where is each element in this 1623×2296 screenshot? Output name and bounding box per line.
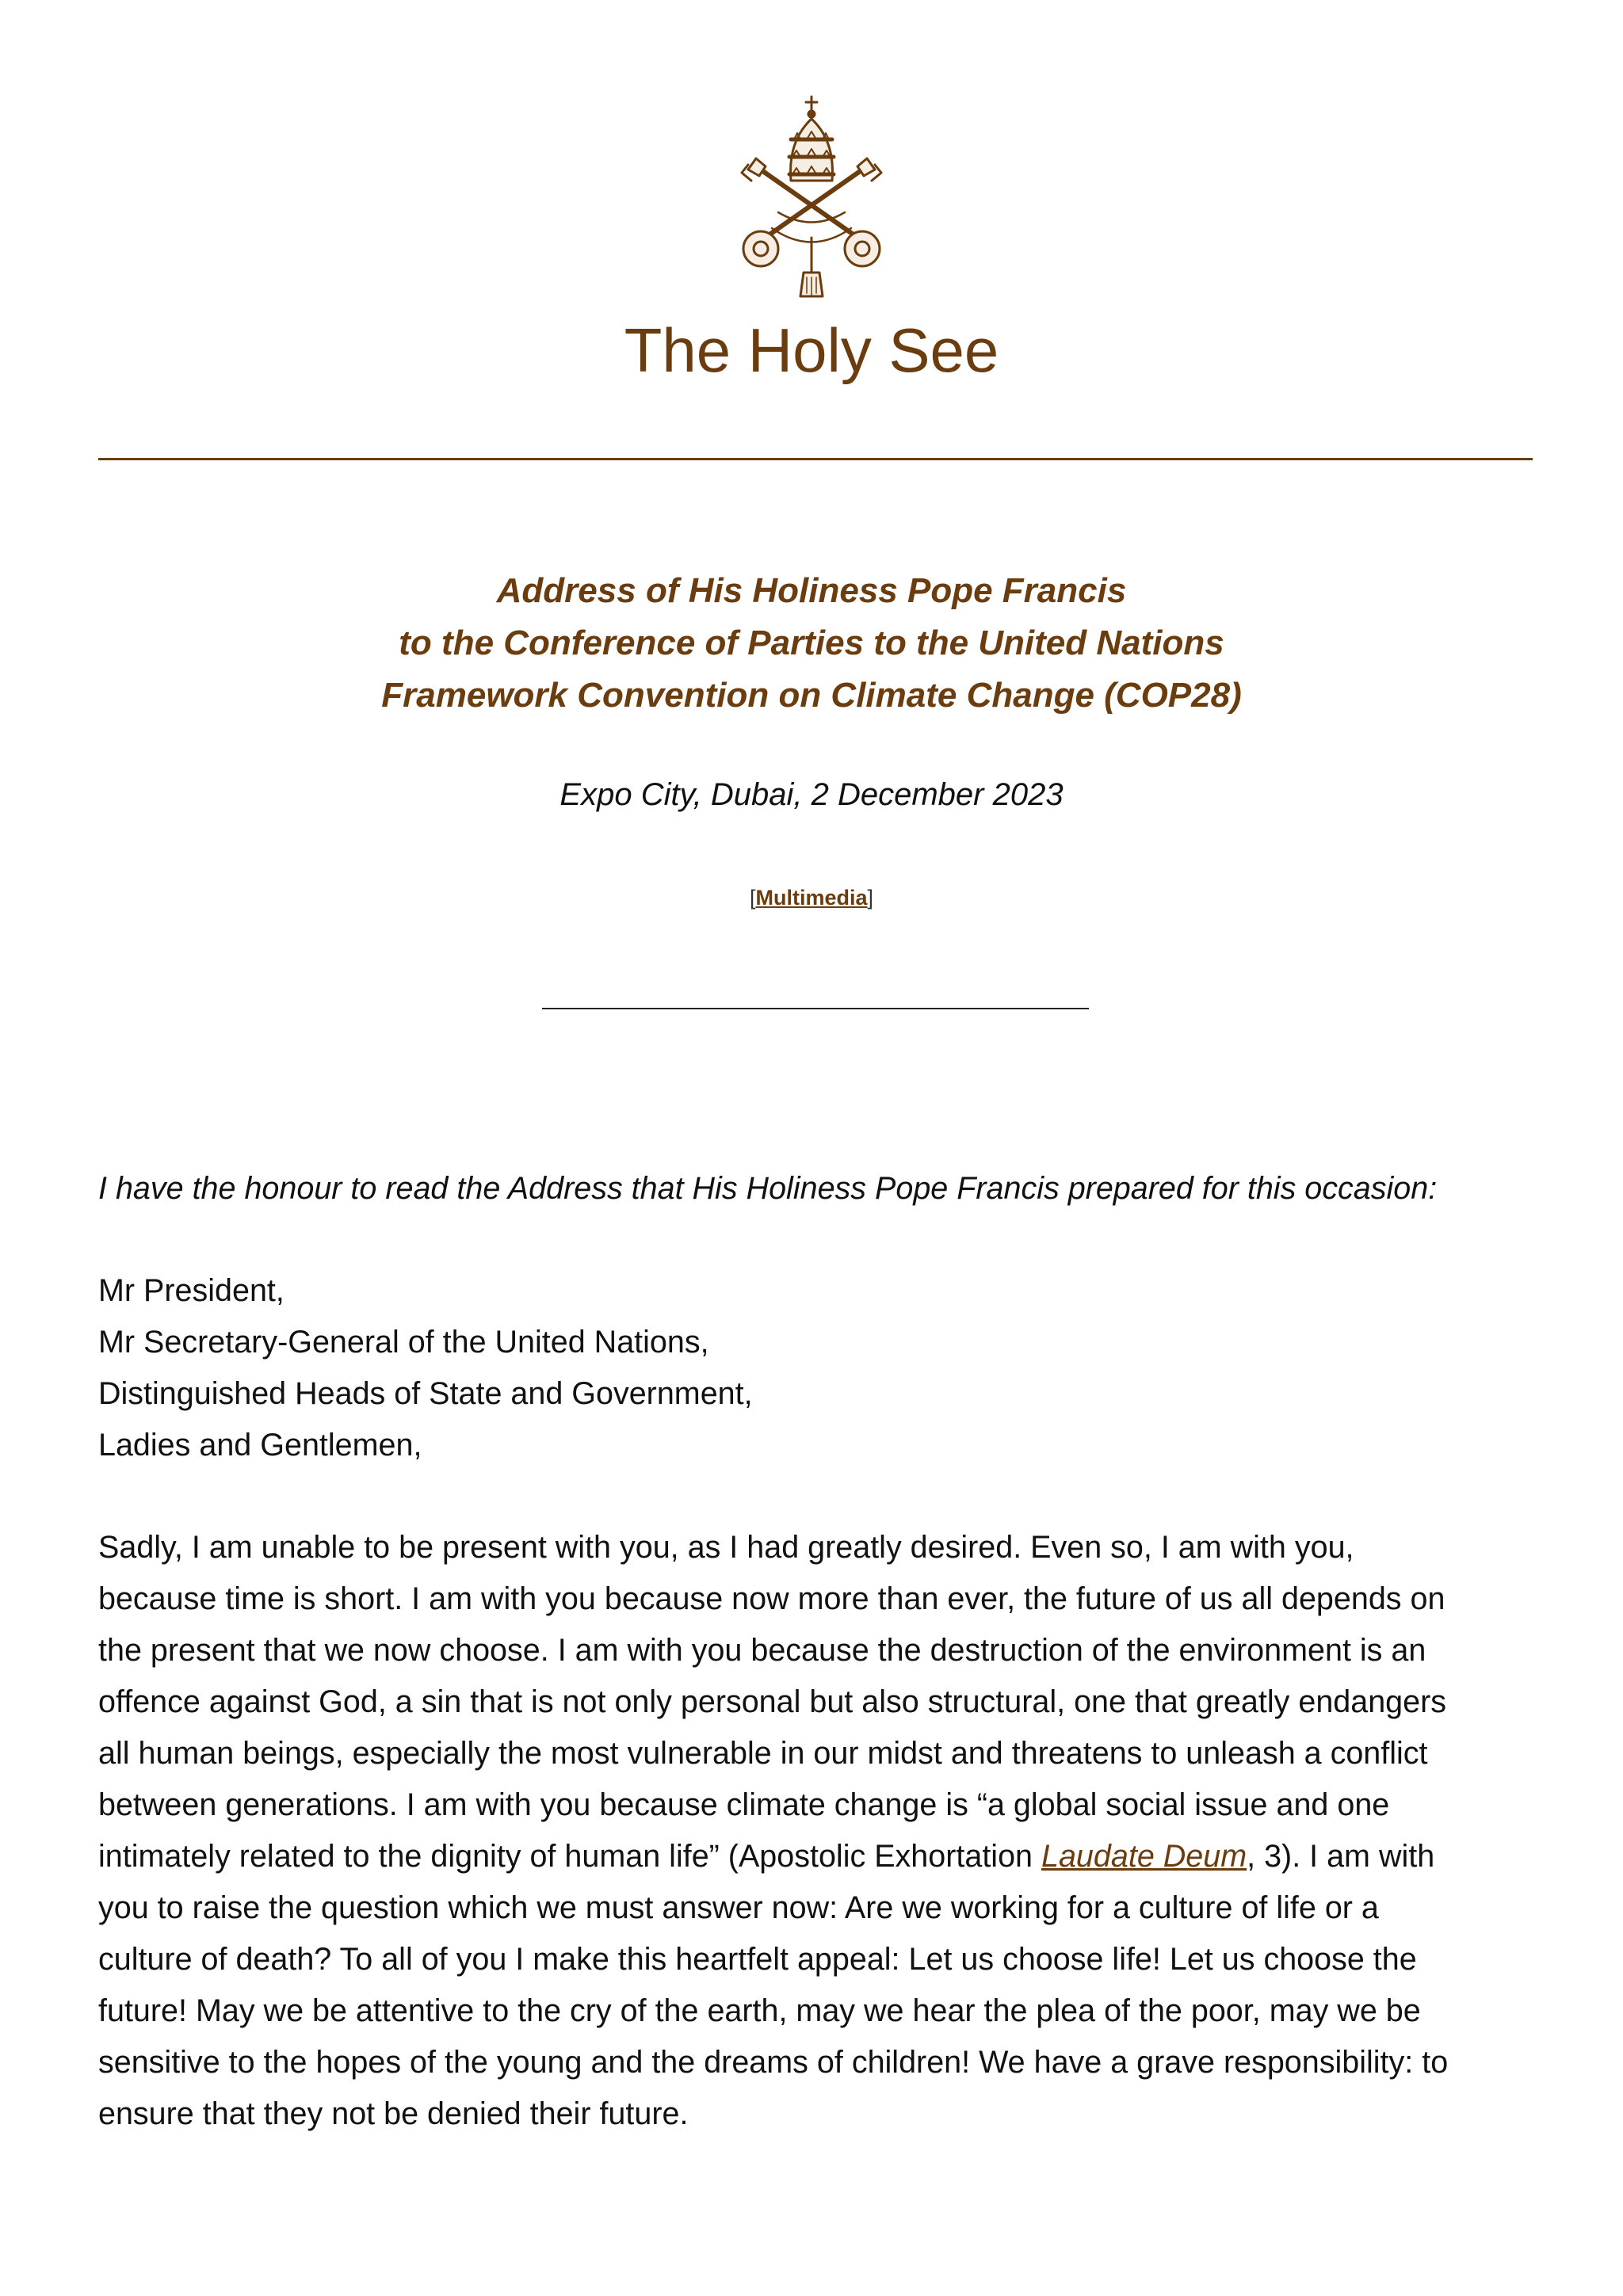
line-text: intimately related to the dignity of human life” (Apostolic Exhortation xyxy=(98,1839,1041,1874)
bracket-open: [ xyxy=(749,886,756,910)
multimedia-link[interactable]: Multimedia xyxy=(755,886,868,910)
paragraph-line: all human beings, especially the most vulnerable in our midst and threatens to unleash a conflict xyxy=(98,1736,1428,1771)
site-title: The Holy See xyxy=(624,315,999,385)
salutation-line: Ladies and Gentlemen, xyxy=(98,1428,422,1463)
salutation-line: Mr President, xyxy=(98,1273,285,1308)
salutation-line: Mr Secretary-General of the United Nations, xyxy=(98,1325,709,1360)
paragraph-line: you to raise the question which we must answer now: Are we working for a culture of life or a xyxy=(98,1890,1379,1925)
address-title xyxy=(0,565,1623,722)
paragraph-line: between generations. I am with you because climate change is “a global social issue and one xyxy=(98,1787,1390,1822)
line-text: , 3). I am with xyxy=(1247,1839,1435,1874)
address-title-line: to the Conference of Parties to the United Nations xyxy=(399,624,1224,662)
section-divider xyxy=(542,1008,1089,1009)
header-divider xyxy=(98,458,1533,460)
address-title-line: Framework Convention on Climate Change (COP28) xyxy=(381,676,1242,715)
salutation xyxy=(98,1265,1541,1471)
multimedia-link-wrapper xyxy=(0,882,1623,913)
paragraph-line: because time is short. I am with you because now more than ever, the future of us all depends on xyxy=(98,1581,1445,1616)
salutation-line: Distinguished Heads of State and Government, xyxy=(98,1376,753,1411)
address-title-line: Address of His Holiness Pope Francis xyxy=(496,571,1127,610)
paragraph-line: culture of death? To all of you I make this heartfelt appeal: Let us choose life! Let us choose the xyxy=(98,1942,1417,1977)
paragraph-line: Sadly, I am unable to be present with you, as I had greatly desired. Even so, I am with you, xyxy=(98,1530,1354,1565)
paragraph-line: future! May we be attentive to the cry of the earth, may we hear the plea of the poor, may we be xyxy=(98,1993,1421,2028)
paragraph-line: sensitive to the hopes of the young and the dreams of children! We have a grave responsibility: to xyxy=(98,2045,1449,2080)
paragraph-line: ensure that they not be denied their future. xyxy=(98,2096,689,2131)
intro-text: I have the honour to read the Address that His Holiness Pope Francis prepared for this occasion: xyxy=(98,1171,1438,1206)
laudate-deum-link[interactable]: Laudate Deum xyxy=(1041,1839,1247,1874)
papal-coat-of-arms-icon xyxy=(724,93,899,299)
paragraph-line: the present that we now choose. I am with you because the destruction of the environment is an xyxy=(98,1633,1426,1668)
dateline: Expo City, Dubai, 2 December 2023 xyxy=(559,777,1064,812)
bracket-close: ] xyxy=(867,886,874,910)
paragraph-line: offence against God, a sin that is not only personal but also structural, one that greatly endangers xyxy=(98,1684,1447,1719)
body-paragraph xyxy=(98,1522,1541,2140)
paragraph-line xyxy=(98,1831,1541,1882)
